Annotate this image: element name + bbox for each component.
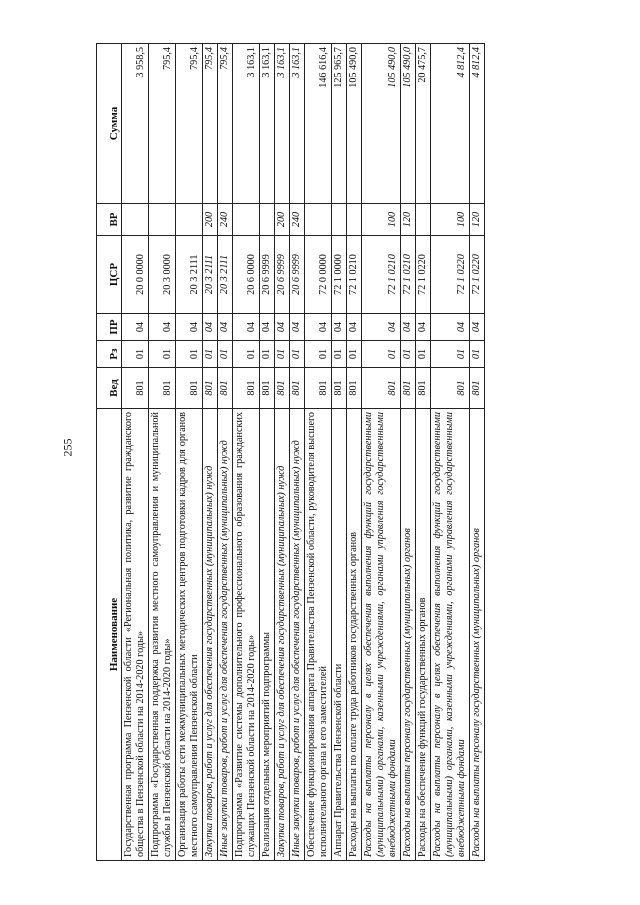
cell-csr: 72 1 0000 [332, 236, 347, 314]
cell-csr: 20 6 9999 [275, 236, 290, 314]
cell-rz: 01 [233, 341, 260, 368]
cell-ved: 801 [347, 368, 362, 409]
cell-name: Иные закупки товаров, работ и услуг для обеспечения государственных (муниципальных) нужд [290, 409, 305, 861]
cell-sum: 20 475,7 [416, 44, 431, 204]
cell-pr: 04 [275, 314, 290, 341]
cell-vr: 100 [431, 204, 470, 236]
table-row [233, 44, 260, 861]
cell-vr [233, 204, 260, 236]
cell-vr [176, 204, 203, 236]
table-row [362, 44, 401, 861]
cell-sum: 105 490,0 [401, 44, 416, 204]
cell-name: Аппарат Правительства Пензенской области [332, 409, 347, 861]
header-rz: Рз [97, 341, 122, 368]
cell-csr: 20 3 2111 [203, 236, 218, 314]
cell-csr: 20 6 0000 [233, 236, 260, 314]
table-row [347, 44, 362, 861]
cell-pr: 04 [332, 314, 347, 341]
cell-pr: 04 [149, 314, 176, 341]
cell-sum: 4 812,4 [431, 44, 470, 204]
cell-name: Государственная программа Пензенской области «Региональная политика, развитие гражданского общества в Пензенской области на 2014-2020 годы» [122, 409, 149, 861]
cell-vr [347, 204, 362, 236]
table-row [470, 44, 485, 861]
table-row [122, 44, 149, 861]
cell-csr: 72 1 0220 [431, 236, 470, 314]
cell-rz: 01 [416, 341, 431, 368]
cell-sum: 125 965,7 [332, 44, 347, 204]
cell-name: Расходы на выплаты персоналу государственных (муниципальных) органов [401, 409, 416, 861]
table-body [122, 44, 485, 861]
cell-pr: 04 [470, 314, 485, 341]
page-number: 255 [60, 438, 75, 457]
cell-pr: 04 [122, 314, 149, 341]
table-row [176, 44, 203, 861]
cell-sum: 795,4 [149, 44, 176, 204]
budget-table [96, 43, 485, 861]
cell-rz: 01 [347, 341, 362, 368]
cell-rz: 01 [401, 341, 416, 368]
cell-vr [260, 204, 275, 236]
cell-vr: 200 [203, 204, 218, 236]
cell-rz: 01 [362, 341, 401, 368]
cell-ved: 801 [305, 368, 332, 409]
cell-ved: 801 [431, 368, 470, 409]
header-name: Наименование [97, 409, 122, 861]
cell-csr: 20 6 9999 [290, 236, 305, 314]
cell-ved: 801 [401, 368, 416, 409]
cell-csr: 20 3 2111 [176, 236, 203, 314]
cell-pr: 04 [305, 314, 332, 341]
cell-sum: 795,4 [203, 44, 218, 204]
cell-vr [149, 204, 176, 236]
cell-csr: 72 1 0210 [362, 236, 401, 314]
cell-ved: 801 [416, 368, 431, 409]
cell-vr: 120 [401, 204, 416, 236]
cell-rz: 01 [149, 341, 176, 368]
cell-ved: 801 [260, 368, 275, 409]
cell-csr: 72 1 0210 [401, 236, 416, 314]
table-row [290, 44, 305, 861]
cell-ved: 801 [218, 368, 233, 409]
cell-csr: 20 3 2111 [218, 236, 233, 314]
cell-vr: 200 [275, 204, 290, 236]
cell-pr: 04 [233, 314, 260, 341]
cell-ved: 801 [332, 368, 347, 409]
cell-pr: 04 [290, 314, 305, 341]
cell-csr: 20 3 0000 [149, 236, 176, 314]
cell-csr: 20 0 0000 [122, 236, 149, 314]
budget-table-rotated [96, 44, 601, 861]
cell-ved: 801 [122, 368, 149, 409]
cell-vr: 240 [218, 204, 233, 236]
cell-ved: 801 [275, 368, 290, 409]
cell-ved: 801 [149, 368, 176, 409]
table-row [275, 44, 290, 861]
cell-ved: 801 [176, 368, 203, 409]
table-row [305, 44, 332, 861]
cell-vr: 240 [290, 204, 305, 236]
table-header-row [97, 44, 122, 861]
cell-pr: 04 [401, 314, 416, 341]
table-row [401, 44, 416, 861]
header-sum: Сумма [97, 44, 122, 204]
cell-ved: 801 [362, 368, 401, 409]
cell-rz: 01 [203, 341, 218, 368]
cell-name: Расходы на выплаты по оплате труда работников государственных органов [347, 409, 362, 861]
cell-pr: 04 [260, 314, 275, 341]
cell-name: Расходы на выплаты персоналу в целях обеспечения выполнения функций государственными (муниципальными) органами, казенными учреждениями, органами управления государственными внебюджетными фондами [431, 409, 470, 861]
cell-sum: 4 812,4 [470, 44, 485, 204]
cell-sum: 105 490,0 [347, 44, 362, 204]
header-vr: ВР [97, 204, 122, 236]
cell-pr: 04 [218, 314, 233, 341]
cell-rz: 01 [290, 341, 305, 368]
cell-rz: 01 [260, 341, 275, 368]
cell-name: Организация работы сети межмуниципальных методических центров подготовки кадров для органов местного самоуправления Пензенской области [176, 409, 203, 861]
cell-sum: 105 490,0 [362, 44, 401, 204]
cell-rz: 01 [218, 341, 233, 368]
cell-csr: 20 6 9999 [260, 236, 275, 314]
cell-rz: 01 [332, 341, 347, 368]
table-row [416, 44, 431, 861]
cell-ved: 801 [203, 368, 218, 409]
cell-name: Реализация отдельных мероприятий подпрограммы [260, 409, 275, 861]
table-row [149, 44, 176, 861]
cell-vr: 120 [470, 204, 485, 236]
cell-name: Закупка товаров, работ и услуг для обеспечения государственных (муниципальных) нужд [275, 409, 290, 861]
cell-name: Подпрограмма «Развитие системы дополнительного профессионального образования гражданских служащих Пензенской области на 2014-2020 годы» [233, 409, 260, 861]
cell-sum: 3 958,5 [122, 44, 149, 204]
cell-ved: 801 [470, 368, 485, 409]
cell-sum: 3 163,1 [290, 44, 305, 204]
cell-rz: 01 [470, 341, 485, 368]
table-row [260, 44, 275, 861]
cell-vr [416, 204, 431, 236]
cell-sum: 795,4 [176, 44, 203, 204]
cell-name: Подпрограмма «Государственная поддержка развития местного самоуправления и муниципальной службы в Пензенской области на 2014-2020 годы» [149, 409, 176, 861]
cell-csr: 72 0 0000 [305, 236, 332, 314]
cell-name: Иные закупки товаров, работ и услуг для обеспечения государственных (муниципальных) нужд [218, 409, 233, 861]
cell-pr: 04 [416, 314, 431, 341]
cell-name: Обеспечение функционирования аппарата Правительства Пензенской области, руководителя высшего исполнительного органа и его заместителей [305, 409, 332, 861]
cell-pr: 04 [203, 314, 218, 341]
header-pr: ПР [97, 314, 122, 341]
header-csr: ЦСР [97, 236, 122, 314]
cell-sum: 3 163,1 [260, 44, 275, 204]
cell-csr: 72 1 0220 [470, 236, 485, 314]
cell-ved: 801 [233, 368, 260, 409]
cell-rz: 01 [305, 341, 332, 368]
cell-name: Расходы на обеспечение функций государственных органов [416, 409, 431, 861]
cell-rz: 01 [176, 341, 203, 368]
cell-name: Расходы на выплаты персоналу в целях обеспечения выполнения функций государственными (муниципальными) органами, казенными учреждениями, органами управления государственными внебюджетными фондами [362, 409, 401, 861]
cell-name: Расходы на выплаты персоналу государственных (муниципальных) органов [470, 409, 485, 861]
cell-rz: 01 [122, 341, 149, 368]
cell-vr [305, 204, 332, 236]
table-row [332, 44, 347, 861]
cell-vr [122, 204, 149, 236]
cell-pr: 04 [362, 314, 401, 341]
cell-sum: 146 616,4 [305, 44, 332, 204]
cell-ved: 801 [290, 368, 305, 409]
table-row [203, 44, 218, 861]
table-row [431, 44, 470, 861]
cell-sum: 3 163,1 [233, 44, 260, 204]
cell-csr: 72 1 0220 [416, 236, 431, 314]
cell-csr: 72 1 0210 [347, 236, 362, 314]
cell-pr: 04 [431, 314, 470, 341]
cell-sum: 795,4 [218, 44, 233, 204]
cell-pr: 04 [176, 314, 203, 341]
cell-rz: 01 [275, 341, 290, 368]
cell-vr [332, 204, 347, 236]
cell-vr: 100 [362, 204, 401, 236]
cell-rz: 01 [431, 341, 470, 368]
cell-sum: 3 163,1 [275, 44, 290, 204]
cell-pr: 04 [347, 314, 362, 341]
header-ved: Вед [97, 368, 122, 409]
table-row [218, 44, 233, 861]
cell-name: Закупка товаров, работ и услуг для обеспечения государственных (муниципальных) нужд [203, 409, 218, 861]
